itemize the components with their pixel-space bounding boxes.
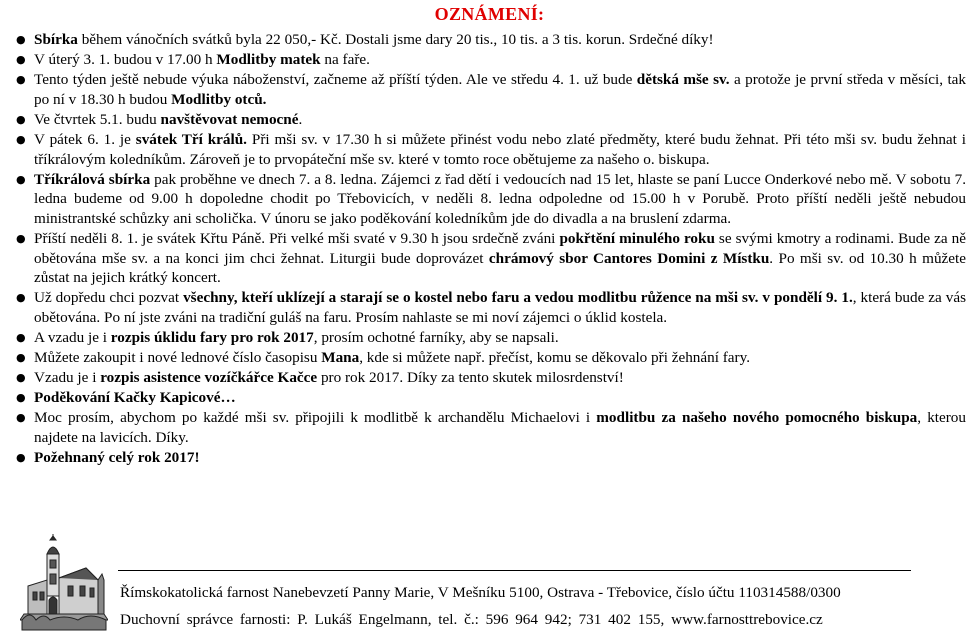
- announcement-bold-text: rozpis asistence vozíčkářce Kačce: [100, 369, 318, 387]
- announcement-text: Moc prosím, abychom po každé mši sv. připojili k modlitbě k archandělu Michaelovi i: [34, 409, 597, 427]
- announcement-item: [14, 368, 966, 388]
- announcement-item: [14, 348, 966, 368]
- announcement-text: , kde si můžete např. přečíst, komu se děkovalo při žehnání fary.: [359, 349, 751, 366]
- church-illustration-icon: [20, 534, 108, 632]
- announcement-bold-text: pokřtění minulého roku: [559, 229, 715, 247]
- announcement-bold-text: Sbírka: [34, 31, 78, 48]
- announcement-bold-text: svátek Tří králů.: [135, 130, 247, 148]
- announcement-text: a protože je první středa v měsíci, tak po ní v 18.30 h budou: [34, 71, 967, 108]
- announcement-text: , kterou najdete na lavicích. Díky.: [34, 409, 966, 446]
- announcement-bold-text: Modlitby matek: [216, 51, 321, 69]
- announcement-item: [14, 110, 966, 130]
- footer-contact-info: Duchovní správce farnosti: P. Lukáš Engelmann, tel. č.: 596 964 942; 731 402 155, www.farnosttrebovice.cz: [120, 611, 823, 628]
- announcement-bold-text: modlitbu za našeho nového pomocného biskupa: [596, 409, 918, 427]
- announcement-item: [14, 388, 966, 408]
- announcement-item: [14, 448, 966, 468]
- page-title: OZNÁMENÍ:: [434, 4, 545, 24]
- announcement-text: .: [298, 110, 303, 128]
- announcement-bold-text: Tříkrálová sbírka: [34, 170, 151, 188]
- announcement-text: Při mši sv. v 17.30 h si můžete přinést vodu nebo zlaté předměty, které budu žehnat. Při této mši sv. budu žehnat i tříkrálovým koledníkům. Zároveň je to prvopáteční mše sv. které v tomto roce obětujeme za našeho o. biskupa.: [34, 130, 967, 168]
- announcement-bold-text: rozpis úklidu fary pro rok 2017: [110, 328, 314, 346]
- announcement-text: Můžete zakoupit i nové lednové číslo časopisu: [34, 349, 322, 366]
- announcement-item: [14, 229, 966, 288]
- announcement-text: V pátek 6. 1. je: [34, 130, 136, 148]
- announcement-text: . Po mši sv. od 10.30 h můžete zůstat na jejich krátký koncert.: [34, 249, 966, 287]
- announcement-item: [14, 170, 966, 229]
- announcement-item: [14, 408, 966, 447]
- announcement-bold-text: Mana: [321, 349, 360, 366]
- announcement-item: [14, 50, 966, 70]
- announcement-item: [14, 70, 966, 109]
- announcement-bold-text: chrámový sbor Cantores Domini z Místku: [488, 249, 770, 267]
- announcement-text: Vzadu je i: [34, 369, 101, 387]
- announcement-text: Tento týden ještě nebude výuka náboženství, začneme až příští týden. Ale ve středu 4. 1. už bude: [34, 71, 637, 89]
- announcement-text: , která bude za vás obětována. Po ní jste zváni na tradiční guláš na faru. Prosím nahlaste se mi noví zájemci o úklid kostela.: [34, 289, 966, 326]
- announcement-text: pak proběhne ve dnech 7. a 8. ledna. Zájemci z řad dětí i vedoucích nad 15 let, hlaste se paní Lucce Onderkové nebo mě. V sobotu 7. ledna budeme od 9.00 h dopoledne chodit po Třebovicích, v neděli 8. ledna odpoledne od 15.00 h v Porubě. Proto příští neděli ještě nebudou ministrantské schůzky ani scholička. V únoru se jako poděkování koledníkům jde do divadla a na bruslení zdarma.: [34, 170, 967, 227]
- announcement-text: Ve čtvrtek 5.1. budu: [34, 110, 161, 128]
- announcement-text: A vzadu je i: [34, 328, 111, 346]
- footer-parish-info: Římskokatolická farnost Nanebevzetí Panny Marie, V Mešníku 5100, Ostrava - Třebovice, číslo účtu 110314588/0300: [120, 584, 841, 601]
- footer-divider: [118, 570, 911, 571]
- announcement-bold-text: Požehnaný celý rok 2017!: [34, 448, 200, 466]
- announcement-bold-text: všechny, kteří uklízejí a starají se o kostel nebo faru a vedou modlitbu růžence na mši sv. v pondělí 9. 1.: [183, 289, 853, 307]
- announcement-text: , prosím ochotné farníky, aby se napsali.: [313, 328, 559, 346]
- announcement-text: Příští neděli 8. 1. je svátek Křtu Páně. Při velké mši svaté v 9.30 h jsou srdečně zváni: [34, 229, 560, 247]
- announcement-text: během vánočních svátků byla 22 050,- Kč. Dostali jsme dary 20 tis., 10 tis. a 3 tis. korun. Srdečné díky!: [77, 31, 714, 48]
- announcement-bold-text: Poděkování Kačky Kapicové…: [34, 389, 236, 407]
- announcement-item: [14, 328, 966, 348]
- announcement-bold-text: navštěvovat nemocné: [160, 110, 299, 128]
- announcement-text: pro rok 2017. Díky za tento skutek milosrdenství!: [317, 369, 624, 387]
- announcement-text: na faře.: [320, 51, 370, 69]
- announcement-text: se svými kmotry a rodinami. Bude za ně obětována mše sv. a na konci jim chci žehnat. Liturgii bude doprovázet: [34, 229, 966, 267]
- announcement-item: [14, 288, 966, 327]
- announcement-item: [14, 130, 966, 169]
- announcement-bold-text: dětská mše sv.: [636, 71, 730, 89]
- announcement-text: V úterý 3. 1. budou v 17.00 h: [34, 51, 217, 69]
- announcement-bold-text: Modlitby otců.: [171, 90, 267, 108]
- announcement-text: Už dopředu chci pozvat: [34, 289, 184, 307]
- announcement-item: [14, 30, 966, 50]
- announcement-list: [14, 30, 966, 468]
